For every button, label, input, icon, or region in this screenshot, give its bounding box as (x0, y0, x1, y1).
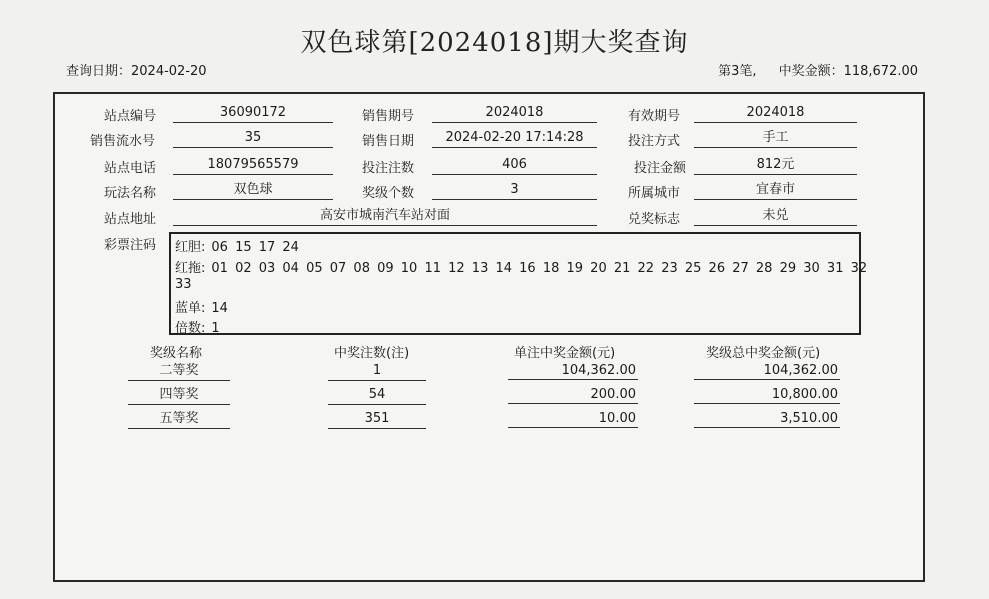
game-name-value: 双色球 (173, 181, 333, 200)
red-drag-numbers: 01 02 03 04 05 07 08 09 10 11 12 13 14 16 18 19 20 21 22 23 25 26 27 28 29 30 31 32 (211, 261, 868, 276)
redeem-flag-value: 未兑 (694, 207, 857, 226)
multiple-line (175, 317, 220, 336)
blue-label: 蓝单: (175, 301, 206, 316)
bet-method-label: 投注方式 (628, 134, 681, 149)
red-banker-numbers: 06 15 17 24 (211, 240, 299, 255)
lottery-code-label: 彩票注码 (104, 238, 157, 253)
prize-level-count-value: 3 (432, 181, 597, 200)
bet-count-label: 投注注数 (362, 161, 415, 176)
valid-period-label: 有效期号 (628, 109, 681, 124)
table-row-0-count: 1 (328, 362, 426, 381)
col-header-count: 中奖注数(注) (334, 346, 410, 361)
red-banker-label: 红胆: (175, 240, 206, 255)
station-no-label: 站点编号 (104, 109, 157, 124)
station-no-value: 36090172 (173, 104, 333, 123)
table-row-2-count: 351 (328, 410, 426, 429)
table-row-2-level: 五等奖 (128, 410, 230, 429)
game-name-label: 玩法名称 (104, 186, 157, 201)
serial-no-label: 销售流水号 (90, 134, 156, 149)
station-phone-value: 18079565579 (173, 156, 333, 175)
station-address-label: 站点地址 (104, 212, 157, 227)
station-address-value: 高安市城南汽车站对面 (173, 207, 597, 226)
bet-amount-value: 812元 (694, 156, 857, 175)
sale-date-value: 2024-02-20 17:14:28 (432, 129, 597, 148)
table-row-1-level: 四等奖 (128, 386, 230, 405)
prize-level-count-label: 奖级个数 (362, 186, 415, 201)
col-header-total: 奖级总中奖金额(元) (706, 346, 821, 361)
station-phone-label: 站点电话 (104, 161, 157, 176)
city-value: 宜春市 (694, 181, 857, 200)
redeem-flag-label: 兑奖标志 (628, 212, 681, 227)
table-row-1-total: 10,800.00 (694, 386, 840, 404)
page-title: 双色球第[2024018]期大奖查询 (300, 28, 689, 58)
bet-method-value: 手工 (694, 129, 857, 148)
total-prize-amount: 中奖金额：118,672.00 (778, 64, 918, 79)
bet-count-value: 406 (432, 156, 597, 175)
summary (718, 60, 918, 79)
city-label: 所属城市 (628, 186, 681, 201)
query-date: 查询日期：2024-02-20 (66, 64, 207, 79)
multiple-value: 1 (211, 321, 220, 336)
table-row-1-unit: 200.00 (508, 386, 638, 404)
bet-amount-label: 投注金额 (634, 161, 687, 176)
valid-period-value: 2024018 (694, 104, 857, 123)
col-header-unit: 单注中奖金额(元) (514, 346, 616, 361)
table-row-0-total: 104,362.00 (694, 362, 840, 380)
table-row-0-level: 二等奖 (128, 362, 230, 381)
red-drag-line (175, 257, 867, 276)
red-drag-wrap: 33 (175, 277, 192, 292)
col-header-level: 奖级名称 (150, 346, 203, 361)
multiple-label: 倍数: (175, 321, 206, 336)
record-label: 第3笔, (718, 64, 757, 79)
blue-number: 14 (211, 301, 228, 316)
table-row-0-unit: 104,362.00 (508, 362, 638, 380)
table-row-1-count: 54 (328, 386, 426, 405)
blue-line (175, 297, 228, 316)
table-row-2-total: 3,510.00 (694, 410, 840, 428)
sale-date-label: 销售日期 (362, 134, 415, 149)
sale-period-label: 销售期号 (362, 109, 415, 124)
red-drag-label: 红拖: (175, 261, 206, 276)
lottery-code-box (169, 232, 868, 336)
sale-period-value: 2024018 (432, 104, 597, 123)
red-banker-line (175, 236, 299, 255)
table-row-2-unit: 10.00 (508, 410, 638, 428)
serial-no-value: 35 (173, 129, 333, 148)
